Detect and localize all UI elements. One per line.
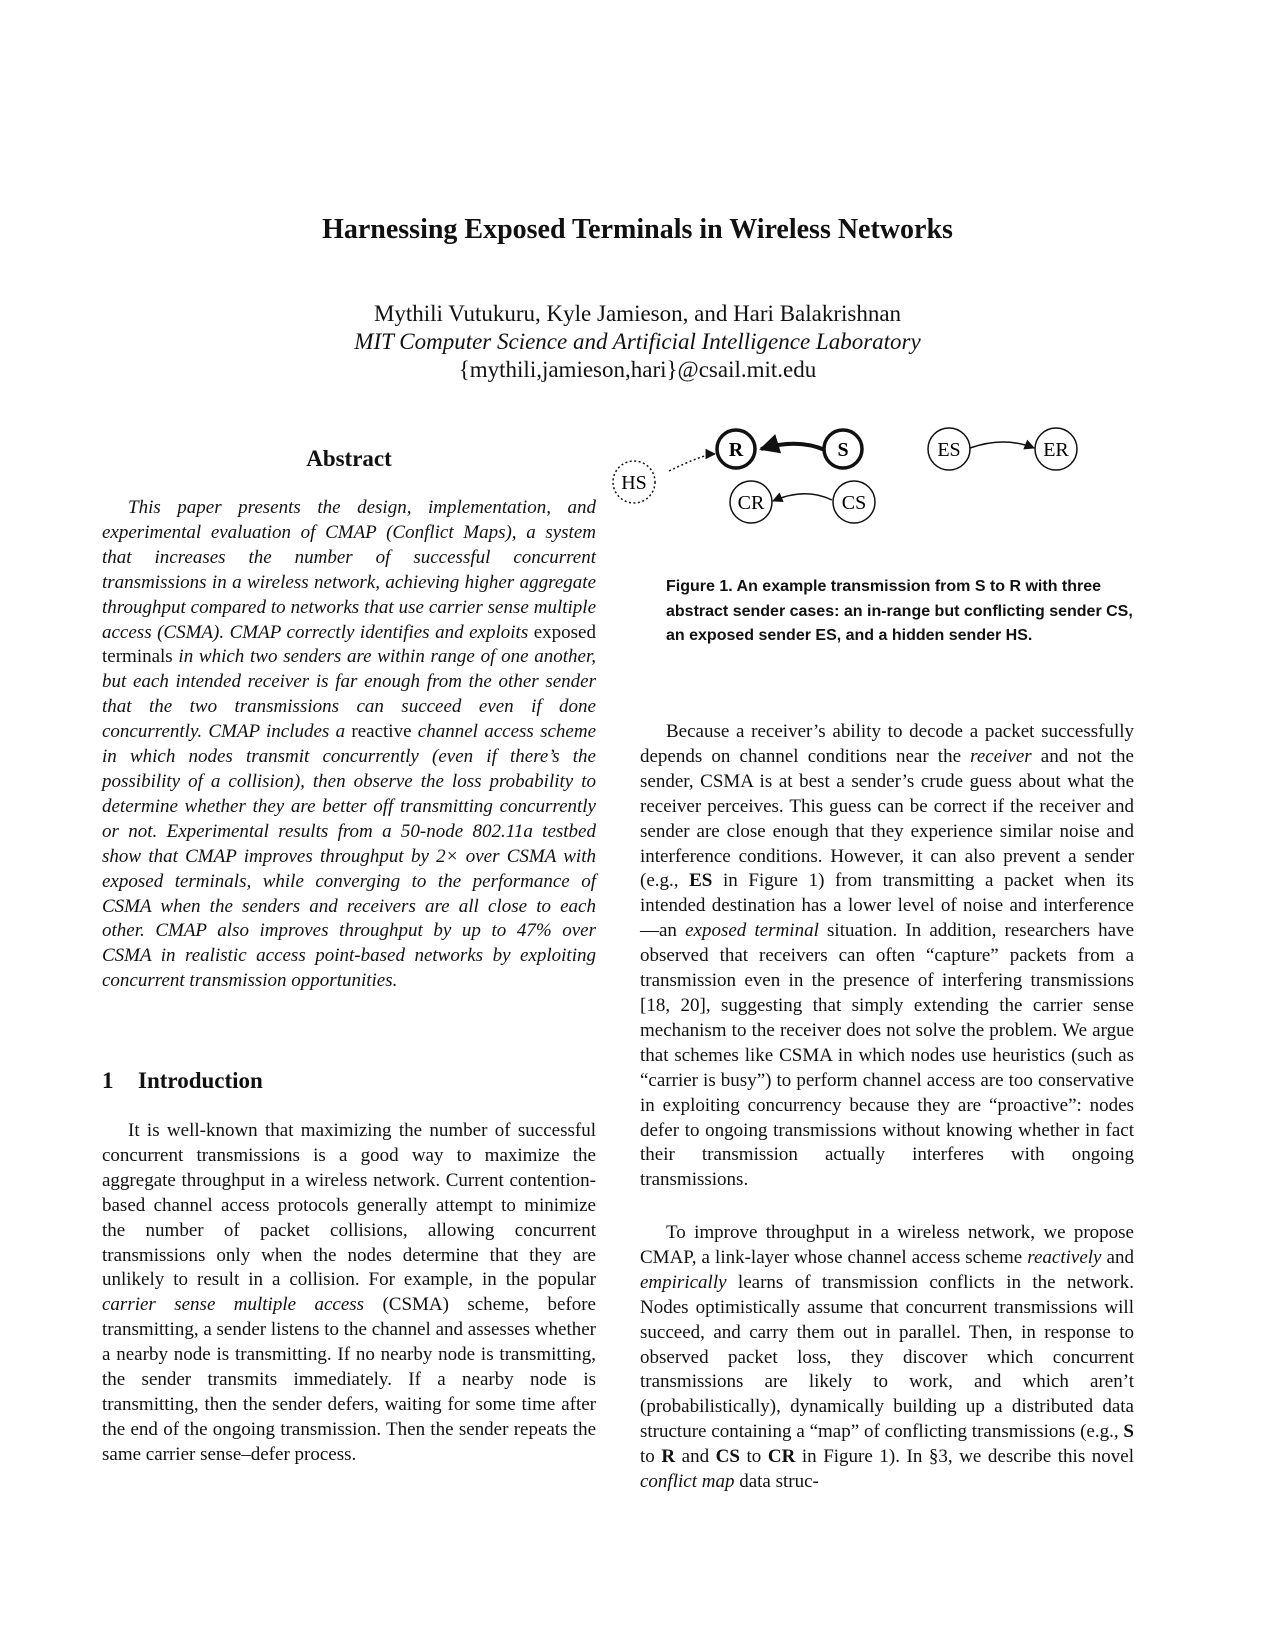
figure-1-diagram <box>621 436 1134 546</box>
body-bold: CR <box>767 1446 796 1468</box>
body-emphasis: conflict map <box>640 1471 735 1493</box>
body-bold: R <box>661 1446 676 1468</box>
node-cs <box>833 481 875 523</box>
abstract-text: This paper presents the design, implementation, and experimental evaluation of CMAP (Conflict Maps), a system that increases the number of successful concurrent transmissions in a wireless network, achieving higher aggregate throughput compared to networks that use carrier sense multiple access (CSMA). CMAP correctly identifies and exploits <box>102 497 596 643</box>
figure-1-caption: Figure 1. An example transmission from S to R with three abstract sender cases: an in-range but conflicting sender CS, an exposed sender ES, and a hidden sender HS. <box>666 578 1133 644</box>
section-heading-introduction <box>102 1068 596 1094</box>
intro-text: It is well-known that maximizing the number of successful concurrent transmissions is a good way to maximize the aggregate throughput in a wireless network. Current contention-based channel access protocols generally attempt to minimize the number of packet collisions, allowing concurrent transmissions only when the nodes determine that they are unlikely to result in a collision. For example, in the popular <box>102 1120 596 1291</box>
body-emphasis: exposed terminal <box>685 920 819 942</box>
body-text: to <box>739 1446 768 1468</box>
node-es-label: ES <box>937 439 961 461</box>
intro-csma-term: carrier sense multiple access <box>102 1294 365 1316</box>
node-er <box>1035 428 1077 470</box>
body-text: and not the sender, CSMA is at best a sender’s crude guess about what the receiver perceives. This guess can be correct if the receiver and sender are close enough that they experience similar noise and interference conditions. However, it can also prevent a sender (e.g., <box>640 745 1134 892</box>
node-hs <box>613 461 655 503</box>
node-r-label: R <box>728 439 744 461</box>
body-text: To improve throughput in a wireless network, we propose CMAP, a link-layer whose channel access scheme <box>640 1222 1134 1268</box>
abstract-body <box>102 496 596 994</box>
edge-hs-to-r <box>669 454 715 471</box>
paper-title: Harnessing Exposed Terminals in Wireless Networks <box>322 214 953 245</box>
body-text: in Figure 1). In §3, we describe this novel <box>795 1446 1135 1468</box>
body-text: and <box>675 1446 716 1468</box>
abstract-exposed-term: exposed terminals <box>102 621 596 668</box>
body-emphasis: empirically <box>640 1271 727 1293</box>
intro-text: (CSMA) scheme, before transmitting, a sender listens to the channel and assesses whether a nearby node is transmitting. If no nearby node is transmitting, the sender transmits immediately. If a nearby node is transmitting, then the sender defers, waiting for some time after the end of the ongoing transmission. Then the sender repeats the same carrier sense–defer process. <box>102 1294 596 1465</box>
node-s <box>824 430 862 468</box>
edge-s-to-r <box>761 444 825 450</box>
abstract-heading: Abstract <box>306 446 392 471</box>
node-cr <box>730 481 772 523</box>
body-bold: S <box>1123 1421 1134 1443</box>
node-cs-label: CS <box>841 492 867 514</box>
node-r <box>717 430 755 468</box>
edge-cs-to-cr <box>773 494 832 501</box>
node-cr-label: CR <box>737 492 765 514</box>
body-emphasis: receiver <box>970 745 1032 767</box>
body-text: Because a receiver’s ability to decode a packet successfully depends on channel conditions near the <box>640 721 1134 767</box>
body-text: to <box>640 1446 662 1468</box>
edge-es-to-er <box>970 442 1034 448</box>
abstract-reactive-term: reactive <box>351 721 412 743</box>
body-text: learns of transmission conflicts in the network. Nodes optimistically assume that concurrent transmissions will succeed, and carry them out in parallel. Then, in response to observed packet loss, they discover which concurrent transmissions are likely to work, and which aren’t (probabilistically), dynamically building up a distributed data structure containing a “map” of conflicting transmissions (e.g., <box>640 1271 1134 1443</box>
node-hs-label: HS <box>621 472 647 494</box>
body-text: situation. In addition, researchers have observed that receivers can often “capture” packets from a transmission even in the presence of interfering transmissions [18, 20], suggesting that simply extending the carrier sense mechanism to the receiver does not solve the problem. We argue that schemes like CSMA in which nodes use heuristics (such as “carrier is busy”) to perform channel access are too conservative in exploiting concurrency because they are “proactive”: nodes defer to ongoing transmissions without knowing whether in fact their transmission actually interferes with ongoing transmissions. <box>640 920 1135 1191</box>
body-text: data struc- <box>734 1471 819 1493</box>
author-list: Mythili Vutukuru, Kyle Jamieson, and Hari Balakrishnan <box>373 301 902 326</box>
body-paragraph <box>640 720 1134 1193</box>
intro-paragraph <box>102 1119 596 1468</box>
abstract-text: channel access scheme in which nodes transmit concurrently (even if there’s the possibility of a collision), then observe the loss probability to determine whether they are better off transmitting concurrently or not. Experimental results from a 50-node 802.11a testbed show that CMAP improves throughput by 2× over CSMA with exposed terminals, while converging to the performance of CSMA when the senders and receivers are all close to each other. CMAP also improves throughput by up to 47% over CSMA in realistic access point-based networks by exploiting concurrent transmission opportunities. <box>102 721 596 992</box>
abstract-text: in which two senders are within range of one another, but each intended receiver is far enough from the other sender that the two transmissions can succeed even if done concurrently. CMAP includes a <box>102 646 596 743</box>
body-text: in Figure 1) from transmitting a packet when its intended destination has a lower level of noise and interference—an <box>640 870 1134 942</box>
section-title: Introduction <box>138 1068 263 1093</box>
body-paragraph <box>640 1221 1134 1495</box>
section-number: 1 <box>102 1068 114 1093</box>
node-es <box>928 428 970 470</box>
body-emphasis: reactively <box>1027 1246 1102 1268</box>
body-bold: CS <box>715 1446 740 1468</box>
node-er-label: ER <box>1043 439 1069 461</box>
affiliation: MIT Computer Science and Artificial Intelligence Laboratory <box>354 329 921 354</box>
body-text: and <box>1101 1246 1134 1268</box>
body-bold: ES <box>689 870 713 892</box>
node-s-label: S <box>837 439 849 461</box>
author-email: {mythili,jamieson,hari}@csail.mit.edu <box>458 357 817 382</box>
